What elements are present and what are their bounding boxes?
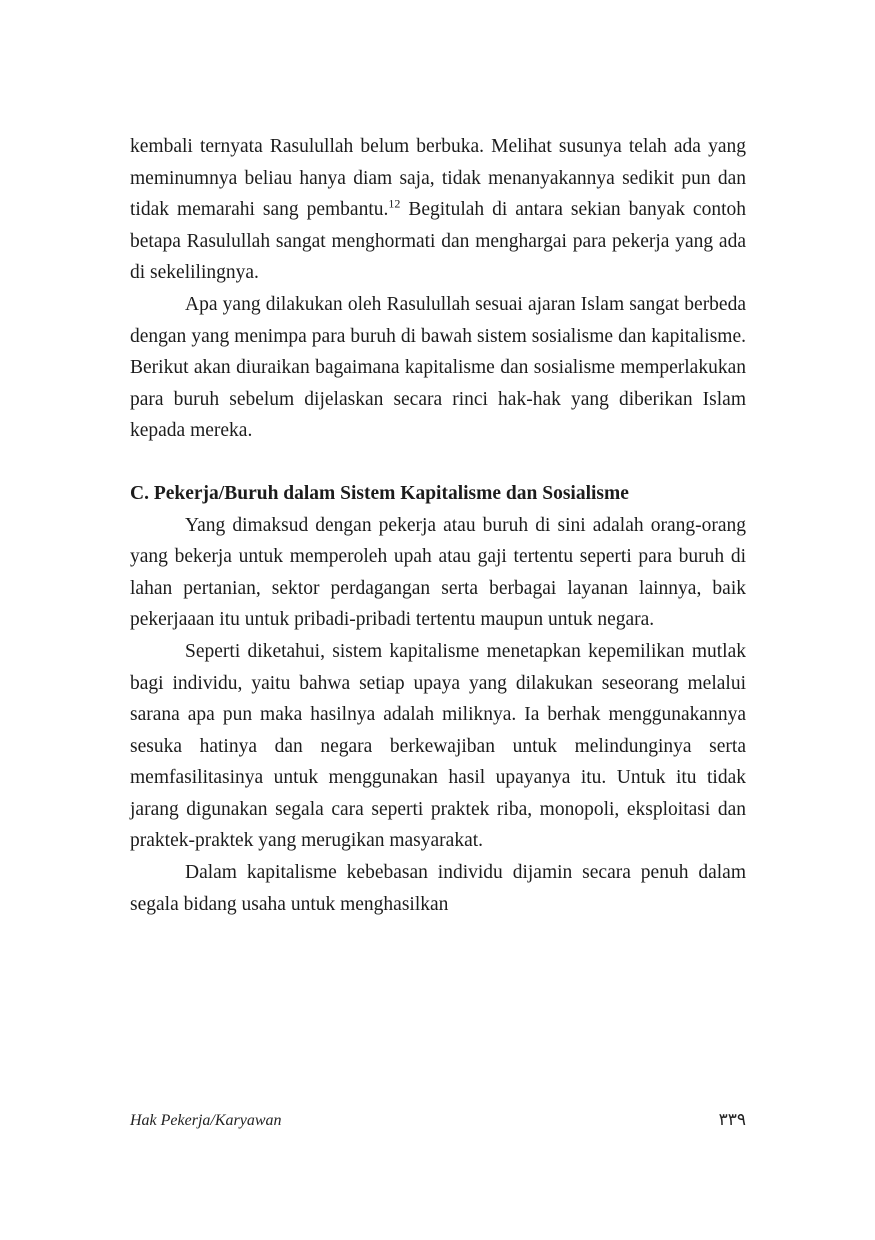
paragraph: Seperti diketahui, sistem kapitalisme menetapkan kepemilikan mutlak bagi individu, yaitu bahwa setiap upaya yang dilakukan seseorang melalui sarana apa pun maka hasilnya adalah miliknya. Ia berhak menggunakannya sesuka hatinya dan negara berkewajiban untuk melindunginya serta memfasilitasinya untuk menggunakan hasil upayanya itu. Untuk itu tidak jarang digunakan segala cara seperti praktek riba, monopoli, eksploitasi dan praktek-praktek yang merugikan masyarakat.	[130, 640, 746, 852]
page-content	[130, 131, 746, 920]
paragraph-text: kembali ternyata Rasulullah belum berbuka. Melihat susunya telah ada yang meminumnya beliau hanya diam saja, tidak menanyakannya sedikit pun dan tidak memarahi sang pembantu.	[130, 136, 746, 221]
page-number: ٣٣٩	[718, 1110, 746, 1130]
paragraph: Apa yang dilakukan oleh Rasulullah sesuai ajaran Islam sangat berbeda dengan yang menimpa para buruh di bawah sistem sosialisme dan kapitalisme. Berikut akan diuraikan bagaimana kapitalisme dan sosialisme memperlakukan para buruh sebelum dijelaskan secara rinci hak-hak yang diberikan Islam kepada mereka.	[130, 293, 746, 442]
paragraph: Dalam kapitalisme kebebasan individu dijamin secara penuh dalam segala bidang usaha untuk menghasilkan	[130, 862, 746, 915]
paragraph-text: Begitulah di antara sekian banyak contoh betapa Rasulullah sangat menghormati dan menghargai para pekerja yang ada di sekelilingnya.	[130, 199, 746, 284]
section-heading: C. Pekerja/Buruh dalam Sistem Kapitalisme dan Sosialisme	[130, 482, 629, 504]
footnote-reference: 12	[388, 196, 401, 211]
page-footer	[130, 1110, 746, 1130]
paragraph: Yang dimaksud dengan pekerja atau buruh di sini adalah orang-orang yang bekerja untuk memperoleh upah atau gaji tertentu seperti para buruh di lahan pertanian, sektor perdagangan serta berbagai layanan lainnya, baik pekerjaaan itu untuk pribadi-pribadi tertentu maupun untuk negara.	[130, 514, 746, 631]
paragraph	[130, 131, 746, 289]
running-title: Hak Pekerja/Karyawan	[130, 1112, 282, 1129]
